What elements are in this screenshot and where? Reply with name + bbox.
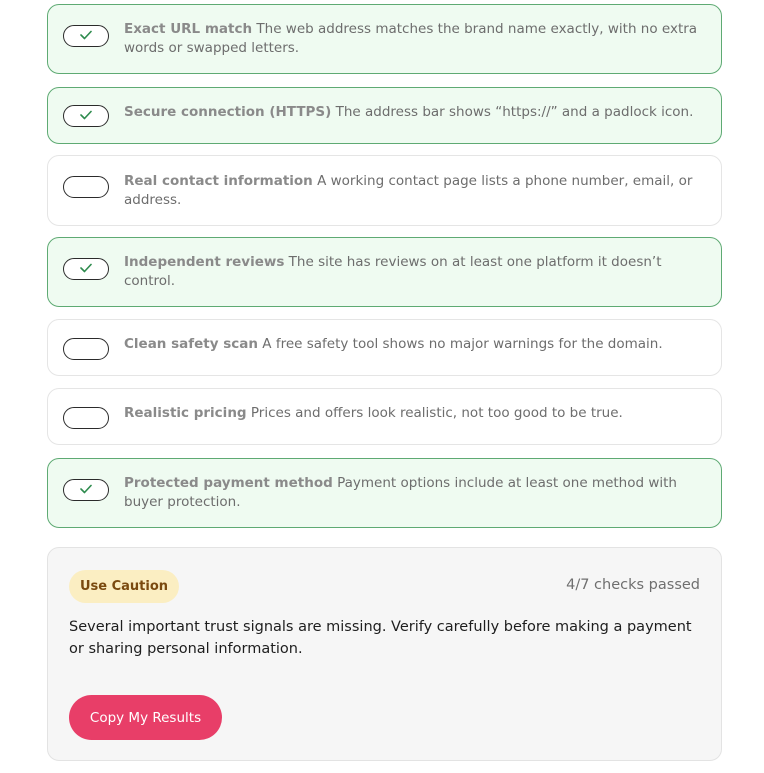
check-item-payment[interactable] [47,458,722,528]
check-item-url-match[interactable] [47,4,722,74]
check-item-safety-scan[interactable] [47,319,722,376]
check-toggle[interactable] [63,407,109,429]
check-text [124,103,704,122]
check-description: A free safety tool shows no major warnings for the domain. [262,336,663,352]
checks-passed-count: 4/7 checks passed [566,577,700,593]
checkmark-icon [80,110,92,120]
check-toggle[interactable] [63,479,109,501]
result-panel [47,547,722,761]
check-toggle[interactable] [63,258,109,280]
check-text [124,404,704,423]
check-description: Payment options include at least one method with buyer protection. [124,475,677,510]
check-description: The web address matches the brand name exactly, with no extra words or swapped letters. [124,21,698,56]
check-item-pricing[interactable] [47,388,722,445]
check-title: Clean safety scan [124,336,258,352]
check-item-https[interactable] [47,87,722,144]
check-description: The address bar shows “https://” and a padlock icon. [335,104,694,120]
check-text [124,172,704,210]
check-text [124,253,704,291]
checkmark-icon [80,30,92,40]
check-title: Real contact information [124,173,313,189]
check-description: A working contact page lists a phone number, email, or address. [124,173,693,208]
check-description: The site has reviews on at least one platform it doesn’t control. [124,254,662,289]
check-title: Realistic pricing [124,405,247,421]
check-text [124,474,704,512]
check-description: Prices and offers look realistic, not too good to be true. [250,405,623,421]
caution-badge: Use Caution [69,570,179,603]
check-title: Exact URL match [124,21,253,37]
check-toggle[interactable] [63,25,109,47]
checkmark-icon [80,484,92,494]
check-toggle[interactable] [63,105,109,127]
check-title: Protected payment method [124,475,333,491]
result-message: Several important trust signals are missing. Verify carefully before making a payment or sharing personal information. [69,619,692,657]
check-title: Independent reviews [124,254,285,270]
copy-results-button[interactable]: Copy My Results [69,695,222,740]
check-item-contact-info[interactable] [47,155,722,226]
check-text [124,20,704,58]
check-toggle[interactable] [63,176,109,198]
check-item-reviews[interactable] [47,237,722,307]
checkmark-icon [80,263,92,273]
check-toggle[interactable] [63,338,109,360]
check-text [124,335,704,354]
check-title: Secure connection (HTTPS) [124,104,332,120]
